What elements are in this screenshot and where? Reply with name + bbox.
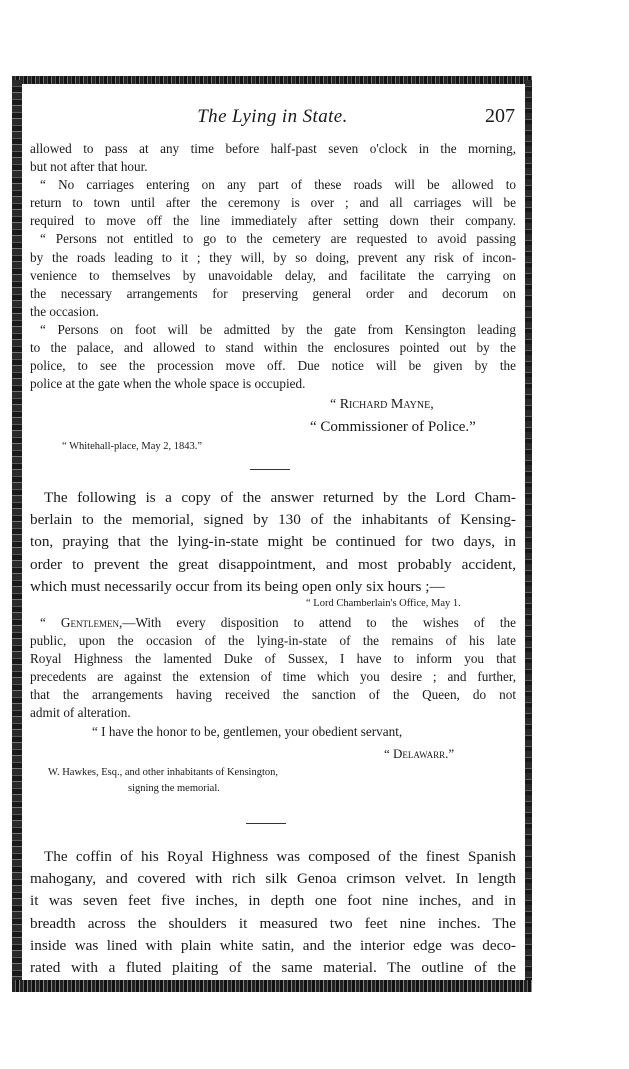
letter-line: public, upon the occasion of the lying-in-state of the remains of his late	[30, 633, 516, 649]
intro-line: order to prevent the great disappointment, and most probably accident,	[30, 555, 516, 573]
notice-line: the occasion.	[30, 303, 99, 319]
notice-line: “ No carriages entering on any part of these roads will be allowed to	[40, 177, 516, 193]
notice-line: police at the gate when the whole space is occupied.	[30, 376, 306, 392]
intro-line: The following is a copy of the answer returned by the Lord Cham-	[44, 489, 516, 506]
letter-line: that the arrangements having received the sanction of the Queen, do not	[30, 687, 516, 703]
page-border-bottom	[12, 980, 532, 992]
page-border-right	[525, 80, 532, 986]
notice-line: by the roads leading to it ; they will, by so doing, prevent any risk of incon-	[30, 249, 516, 265]
letter-dateline: “ Lord Chamberlain's Office, May 1.	[306, 598, 461, 609]
chamberlain-letter	[30, 614, 516, 723]
notice-line: allowed to pass at any time before half-past seven o'clock in the morning,	[30, 141, 516, 156]
page-border-top	[12, 76, 532, 84]
letter-line: Royal Highness the lamented Duke of Sussex, I have to inform you that	[30, 651, 516, 667]
notice-signature-title: “ Commissioner of Police.”	[310, 419, 476, 435]
notice-line: venience to themselves by unavoidable delay, and facilitate the carrying on	[30, 267, 516, 283]
letter-line: precedents are against the extension of time which you desire ; and further,	[30, 669, 516, 685]
notice-place-date: “ Whitehall-place, May 2, 1843.”	[62, 441, 203, 452]
notice-line: “ Persons on foot will be admitted by the gate from Kensington leading	[40, 321, 516, 337]
intro-line: berlain to the memorial, signed by 130 of the inhabitants of Kensing-	[30, 511, 516, 529]
notice-line: the necessary arrangements for preserving general order and decorum on	[30, 285, 516, 301]
police-notice	[30, 140, 516, 393]
coffin-line: breadth across the shoulders it measured two feet nine inches. The	[30, 914, 516, 932]
letter-line: admit of alteration.	[30, 705, 131, 721]
intro-line: ton, praying that the lying-in-state might be continued for two days, in	[30, 533, 516, 551]
memorial-intro	[30, 487, 516, 598]
notice-line: police, to see the procession move off. Due notice will be given by the	[30, 358, 516, 374]
letter-closing: “ I have the honor to be, gentlemen, your obedient servant,	[92, 724, 403, 739]
coffin-line: it was seven feet five inches, in depth one foot nine inches, and in	[30, 892, 516, 910]
page-header	[30, 106, 515, 132]
coffin-paragraph	[30, 846, 516, 979]
running-title: The Lying in State.	[197, 106, 348, 127]
coffin-line: The coffin of his Royal Highness was composed of the finest Spanish	[44, 848, 516, 865]
section-divider	[246, 823, 286, 824]
page-number: 207	[485, 105, 515, 127]
notice-line: to the palace, and allowed to stand within the enclosures pointed out by the	[30, 340, 516, 356]
letter-addressee: W. Hawkes, Esq., and other inhabitants of Kensington,	[48, 767, 278, 778]
letter-line	[30, 614, 516, 632]
coffin-line: inside was lined with plain white satin, and the interior edge was deco-	[30, 936, 516, 954]
notice-signature-name: “ Richard Mayne,	[330, 397, 434, 412]
letter-body-text: —With every disposition to attend to the wishes of the	[122, 615, 516, 630]
notice-line: required to move off the line immediately after setting down their company.	[30, 213, 516, 229]
page-border-left	[12, 80, 22, 986]
letter-signature: “ Delawarr.”	[384, 746, 455, 761]
intro-line: which must necessarily occur from its being open only six hours ;—	[30, 577, 445, 595]
coffin-line: rated with a fluted plaiting of the same material. The outline of the	[30, 959, 516, 977]
notice-line: return to town until after the ceremony is over ; and all carriages will be	[30, 195, 516, 211]
coffin-line: mahogany, and covered with rich silk Genoa crimson velvet. In length	[30, 870, 516, 888]
notice-line: but not after that hour.	[30, 159, 148, 175]
section-divider	[250, 469, 290, 470]
letter-addressee: signing the memorial.	[128, 783, 220, 794]
letter-salutation: “ Gentlemen,	[40, 615, 123, 630]
notice-line: “ Persons not entitled to go to the cemetery are requested to avoid passing	[40, 231, 516, 247]
